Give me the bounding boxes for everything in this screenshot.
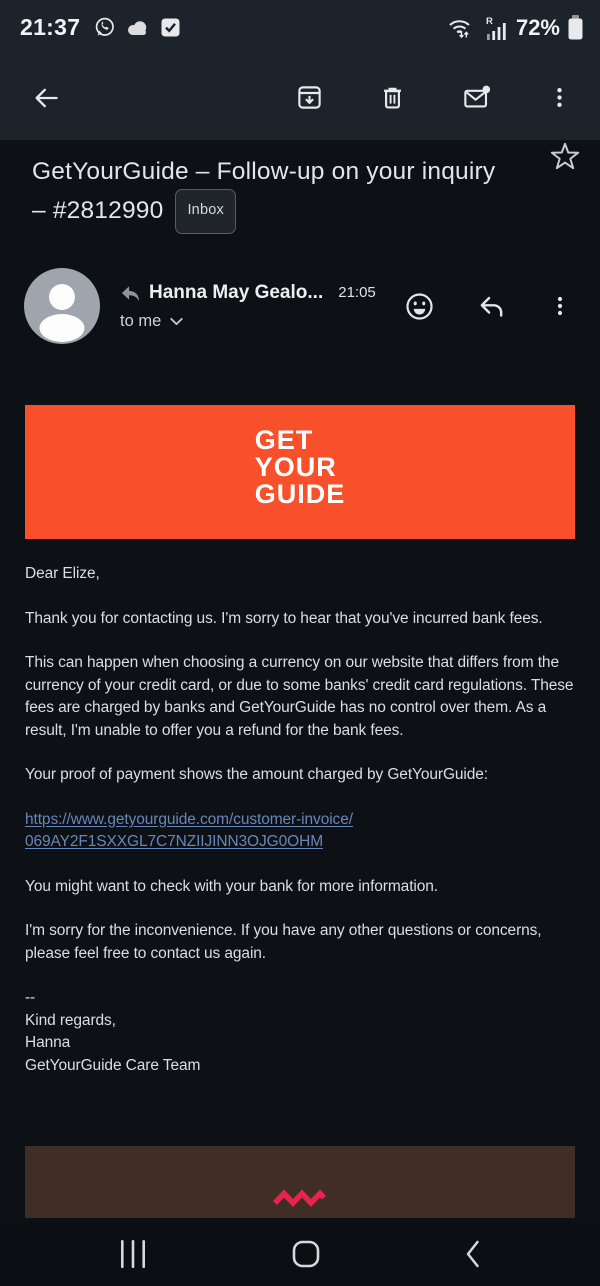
paragraph: I'm sorry for the inconvenience. If you have any other questions or concerns, please feel free to contact us again. bbox=[25, 922, 542, 962]
nav-back-button[interactable] bbox=[456, 1232, 490, 1276]
status-bar bbox=[0, 0, 600, 55]
message-more-button[interactable] bbox=[542, 288, 578, 324]
network-type-label: R bbox=[485, 15, 493, 27]
wifi-icon bbox=[447, 16, 475, 40]
more-options-button[interactable] bbox=[541, 79, 578, 116]
app-bar bbox=[0, 55, 600, 140]
email-subject bbox=[32, 152, 514, 238]
paragraph: This can happen when choosing a currency on our website that differs from the currency of your credit card, or due to some banks' credit card regulations. These fees are charged by banks and GetYourGuide has no control over them. As a result, I'm unable to offer you a refund for the bank fees. bbox=[25, 654, 574, 739]
signal-bars-icon bbox=[482, 15, 509, 41]
paragraph: You might want to check with your bank for more information. bbox=[25, 877, 438, 895]
invoice-link-paragraph bbox=[25, 809, 575, 854]
navigation-bar bbox=[0, 1222, 600, 1286]
signature-line: -- bbox=[25, 989, 36, 1006]
mail-unread-icon bbox=[462, 84, 491, 111]
getyourguide-header-banner bbox=[25, 405, 575, 539]
sender-name[interactable]: Hanna May Gealo... bbox=[149, 281, 324, 303]
greeting: Dear Elize, bbox=[25, 565, 100, 582]
invoice-link-line: https://www.getyourguide.com/customer-invoice/ bbox=[25, 810, 353, 828]
archive-icon bbox=[296, 84, 323, 111]
sent-time: 21:05 bbox=[338, 284, 376, 301]
paragraph: Thank you for contacting us. I'm sorry to hear that you've incurred bank fees. bbox=[25, 609, 543, 627]
battery-icon bbox=[567, 14, 584, 41]
kebab-menu-icon bbox=[547, 85, 572, 110]
getyourguide-logo bbox=[255, 427, 346, 508]
home-icon bbox=[290, 1238, 322, 1270]
kebab-menu-icon bbox=[548, 294, 572, 318]
recipient-label: to me bbox=[120, 311, 162, 330]
subject-text: GetYourGuide – Follow-up on your inquiry – #2812990 bbox=[32, 158, 496, 224]
battery-percent: 72% bbox=[515, 14, 560, 40]
reply-button[interactable] bbox=[471, 287, 512, 326]
home-button[interactable] bbox=[284, 1232, 328, 1276]
logo-line: GUIDE bbox=[254, 479, 346, 509]
emoji-reaction-button[interactable] bbox=[398, 285, 441, 328]
nav-back-icon bbox=[462, 1238, 484, 1270]
zigzag-brandmark-icon bbox=[271, 1188, 329, 1208]
back-arrow-icon bbox=[32, 84, 60, 112]
checkbox-icon bbox=[160, 17, 181, 38]
smiley-icon bbox=[404, 291, 435, 322]
paragraph: Your proof of payment shows the amount charged by GetYourGuide: bbox=[25, 766, 489, 783]
email-body bbox=[0, 405, 600, 1077]
recents-button[interactable] bbox=[110, 1232, 156, 1276]
reply-icon bbox=[477, 293, 506, 320]
avatar[interactable] bbox=[24, 268, 100, 344]
logo-line: GET bbox=[254, 425, 314, 455]
star-icon bbox=[550, 142, 580, 172]
trash-icon bbox=[379, 84, 406, 111]
recipient-expander[interactable] bbox=[120, 312, 398, 331]
back-button[interactable] bbox=[26, 78, 66, 118]
inbox-label-chip[interactable]: Inbox bbox=[175, 189, 235, 234]
whatsapp-icon bbox=[93, 16, 116, 39]
recents-icon bbox=[116, 1238, 150, 1270]
getyourguide-footer-banner bbox=[25, 1146, 575, 1218]
replied-indicator-icon bbox=[120, 284, 140, 302]
cloud-icon bbox=[125, 18, 151, 38]
signature-line: GetYourGuide Care Team bbox=[25, 1056, 201, 1074]
invoice-link-line: 069AY2F1SXXGL7C7NZIIJINN3OJG0OHM bbox=[25, 833, 324, 850]
archive-button[interactable] bbox=[290, 78, 329, 117]
logo-line: YOUR bbox=[254, 452, 337, 482]
delete-button[interactable] bbox=[373, 78, 412, 117]
sender-row bbox=[0, 268, 600, 344]
subject-block bbox=[0, 140, 600, 238]
signature bbox=[25, 987, 575, 1077]
star-button[interactable] bbox=[544, 136, 586, 178]
chevron-down-icon bbox=[167, 312, 186, 331]
invoice-link[interactable] bbox=[25, 809, 575, 854]
email-view bbox=[0, 140, 600, 1286]
signature-line: Hanna bbox=[25, 1034, 71, 1051]
mark-unread-button[interactable] bbox=[456, 78, 497, 117]
clock: 21:37 bbox=[20, 14, 81, 40]
signature-line: Kind regards, bbox=[25, 1011, 116, 1029]
